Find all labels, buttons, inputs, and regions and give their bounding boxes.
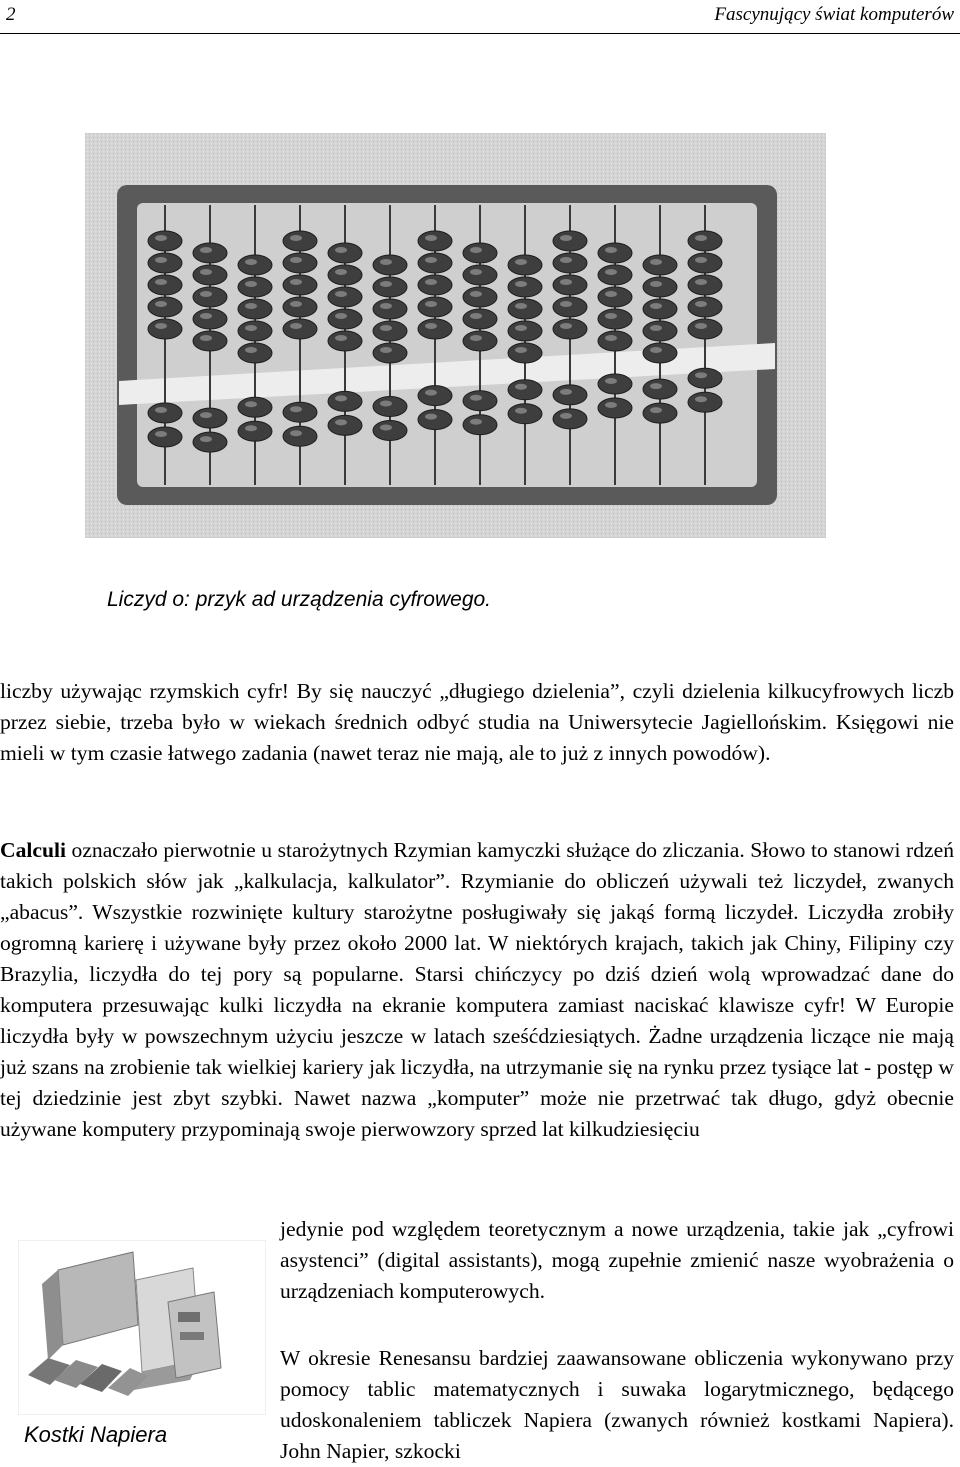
paragraph-1: liczby używając rzymskich cyfr! By się nauczyć „długiego dzielenia”, czyli dzielenia kilkucyfrowych liczb przez siebie, trzeba było w wiekach średnich odbyć studia na Uniwersytecie Jagiellońskim. Księgowi nie mieli w tym czasie łatwego zadania (nawet teraz nie mają, ale to już z innych powodów). [0,679,954,765]
bead-highlight [470,313,482,319]
abacus-bead [283,275,317,295]
bead-highlight [605,402,617,408]
abacus-bead [553,275,587,295]
abacus-bead [193,408,227,428]
bead-highlight [335,313,347,319]
bead-highlight [290,406,302,412]
abacus-bead [238,277,272,297]
abacus-bead [553,297,587,317]
bead-highlight [155,235,167,241]
abacus-bead [373,397,407,417]
bead-highlight [695,279,707,285]
abacus-bead [688,319,722,339]
abacus-bead [148,403,182,423]
abacus-bead [688,275,722,295]
abacus-bead [418,297,452,317]
bead-highlight [470,291,482,297]
abacus-bead [148,427,182,447]
abacus-bead [643,403,677,423]
bead-highlight [200,313,212,319]
abacus-bead [418,231,452,251]
bead-highlight [335,419,347,425]
bead-highlight [290,235,302,241]
abacus-bead [598,374,632,394]
abacus-bead [193,331,227,351]
abacus-bead [148,297,182,317]
bead-highlight [245,281,257,287]
bead-highlight [560,257,572,263]
abacus-bead [148,319,182,339]
bead-highlight [470,247,482,253]
abacus-bead [283,402,317,422]
bead-highlight [650,325,662,331]
abacus-bead [598,287,632,307]
abacus-bead [148,253,182,273]
abacus-bead [688,368,722,388]
abacus-bead [553,231,587,251]
bead-highlight [695,396,707,402]
abacus-bead [148,231,182,251]
napier-bones-photo [18,1240,266,1415]
bead-highlight [515,303,527,309]
bead-highlight [425,301,437,307]
bead-highlight [380,281,392,287]
bead-highlight [605,269,617,275]
abacus-bead [193,432,227,452]
abacus-bead [643,255,677,275]
bead-highlight [335,247,347,253]
bead-highlight [155,407,167,413]
abacus-bead [553,385,587,405]
bead-highlight [425,235,437,241]
abacus-bead [463,309,497,329]
abacus-bead [463,243,497,263]
bead-highlight [650,383,662,389]
bead-highlight [605,378,617,384]
bead-highlight [335,291,347,297]
bead-highlight [515,259,527,265]
bead-highlight [515,384,527,390]
bead-highlight [245,401,257,407]
abacus-bead [508,380,542,400]
abacus-bead [463,287,497,307]
bead-highlight [290,279,302,285]
abacus-bead [328,331,362,351]
bead-highlight [425,257,437,263]
abacus-bead [553,409,587,429]
header-rule [0,33,960,34]
abacus-bead [238,321,272,341]
bead-highlight [605,291,617,297]
abacus-bead [688,253,722,273]
abacus-bead [508,299,542,319]
paragraph-4: W okresie Renesansu bardziej zaawansowane obliczenia wykonywano przy pomocy tablic matematycznych i suwaka logarytmicznego, będącego udoskonaleniem tabliczek Napiera (zwanych również kostkami Napiera). John Napier, szkocki [280,1346,954,1463]
abacus-bead [328,309,362,329]
abacus-bead [688,231,722,251]
bead-highlight [470,419,482,425]
bead-highlight [650,303,662,309]
abacus-bead [463,391,497,411]
running-title: Fascynujący świat komputerów [714,4,954,25]
bead-highlight [380,303,392,309]
abacus-bead [418,410,452,430]
bead-highlight [695,323,707,329]
bead-highlight [380,325,392,331]
bead-highlight [560,301,572,307]
bead-highlight [605,335,617,341]
page-header [0,0,960,34]
abacus-bead [373,277,407,297]
abacus-bead [283,426,317,446]
bead-highlight [425,390,437,396]
bead-highlight [605,247,617,253]
bead-highlight [200,291,212,297]
abacus-bead [688,392,722,412]
abacus-bead [283,253,317,273]
abacus-bead [643,299,677,319]
abacus-bead [238,255,272,275]
abacus-bead [508,321,542,341]
bead-highlight [560,389,572,395]
abacus-bead [643,379,677,399]
bead-highlight [470,335,482,341]
paragraph-2 [0,835,954,1145]
bead-highlight [560,323,572,329]
abacus-bead [238,397,272,417]
bead-highlight [560,279,572,285]
abacus-bead [598,309,632,329]
bead-highlight [200,269,212,275]
bead-highlight [560,235,572,241]
bead-highlight [425,323,437,329]
abacus-bead [328,415,362,435]
abacus-bead [283,231,317,251]
abacus-bead [373,321,407,341]
bead-highlight [515,408,527,414]
bead-highlight [695,301,707,307]
bead-highlight [470,269,482,275]
abacus-bead [238,299,272,319]
abacus-bead [328,287,362,307]
abacus-bead [328,265,362,285]
bead-highlight [155,301,167,307]
abacus-bead [598,398,632,418]
bead-highlight [155,257,167,263]
abacus-bead [508,343,542,363]
abacus-bead [643,343,677,363]
abacus-bead [418,319,452,339]
abacus-bead [373,421,407,441]
abacus-photo [85,133,826,538]
bead-highlight [335,269,347,275]
paragraph-2-body: oznaczało pierwotnie u starożytnych Rzymian kamyczki służące do zliczania. Słowo to stanowi rdzeń takich polskich słów jak „kalkulacja, kalkulator”. Rzymianie do obliczeń używali też liczydeł, zwanych „abacus”. Wszystkie rozwinięte kultury starożytne posługiwały się jakąś formą liczydeł. Liczydła zrobiły ogromną karierę i używane były przez około 2000 lat. W niektórych krajach, takich jak Chiny, Filipiny czy Brazylia, liczydła do tej pory są popularne. Starsi chińczycy po dziś dzień wolą wprowadzać dane do komputera przesuwając kulki liczydła na ekranie komputera zamiast naciskać klawisze cyfr! W Europie liczydła były w powszechnym użyciu jeszcze w latach sześćdziesiątych. Żadne urządzenia liczące nie mają już szans na zrobienie tak wielkiej kariery jak liczydła, na utrzymanie się na rynku przez tysiące lat - postęp w tej dziedzinie jest zbyt szybki. Nawet nazwa „komputer” może nie przetrwać tak długo, gdyż obecnie używane komputery przypominają swoje pierwowzory sprzed lat kilkudziesięciu [0,838,954,1141]
bead-highlight [290,301,302,307]
bead-highlight [335,335,347,341]
bead-highlight [515,347,527,353]
paragraph-3: jedynie pod względem teoretycznym a nowe urządzenia, takie jak „cyfrowi asystenci” (digital assistants), mogą zupełnie zmienić nasze wyobrażenia o urządzeniach komputerowych. [280,1217,954,1303]
bead-highlight [245,347,257,353]
bead-highlight [245,425,257,431]
abacus-bead [283,297,317,317]
bead-highlight [200,335,212,341]
abacus-bead [283,319,317,339]
bead-highlight [380,347,392,353]
bead-highlight [380,401,392,407]
bead-highlight [425,414,437,420]
bead-highlight [650,259,662,265]
bead-highlight [380,259,392,265]
bead-highlight [290,430,302,436]
bead-highlight [515,281,527,287]
bead-highlight [200,436,212,442]
abacus-bead [508,277,542,297]
bead-highlight [245,259,257,265]
abacus-bead [598,331,632,351]
abacus-bead [373,299,407,319]
abacus-bead [463,265,497,285]
bead-highlight [335,395,347,401]
bead-highlight [200,412,212,418]
abacus-bead [418,386,452,406]
abacus-bead [193,287,227,307]
bead-highlight [695,257,707,263]
abacus-bead [238,343,272,363]
term-calculi: Calculi [0,838,66,862]
bead-highlight [380,425,392,431]
abacus-bead [193,265,227,285]
bead-highlight [245,325,257,331]
bead-highlight [650,407,662,413]
bead-highlight [695,372,707,378]
abacus-bead [463,331,497,351]
bead-highlight [155,431,167,437]
bead-highlight [245,303,257,309]
abacus-bead [553,319,587,339]
bead-highlight [200,247,212,253]
bead-highlight [650,347,662,353]
page-number: 2 [6,4,16,25]
abacus-bead [193,309,227,329]
abacus-bead [328,391,362,411]
abacus-caption: Liczyd o: przyk ad urządzenia cyfrowego. [107,588,492,611]
abacus-bead [148,275,182,295]
abacus-bead [508,255,542,275]
bead-highlight [515,325,527,331]
bead-highlight [605,313,617,319]
abacus-bead [553,253,587,273]
bead-highlight [425,279,437,285]
abacus-bead [643,277,677,297]
bead-highlight [650,281,662,287]
bead-highlight [155,279,167,285]
bead-highlight [155,323,167,329]
abacus-bead [418,253,452,273]
abacus-bead [598,265,632,285]
abacus-bead [688,297,722,317]
abacus-bead [373,343,407,363]
bead-highlight [290,323,302,329]
bead-highlight [470,395,482,401]
abacus-bead [328,243,362,263]
abacus-bead [418,275,452,295]
bead-highlight [695,235,707,241]
napier-caption: Kostki Napiera [24,1422,168,1447]
abacus-bead [238,421,272,441]
bead-highlight [560,413,572,419]
abacus-bead [373,255,407,275]
abacus-bead [598,243,632,263]
abacus-bead [508,404,542,424]
bead-highlight [290,257,302,263]
abacus-bead [643,321,677,341]
abacus-bead [463,415,497,435]
abacus-bead [193,243,227,263]
